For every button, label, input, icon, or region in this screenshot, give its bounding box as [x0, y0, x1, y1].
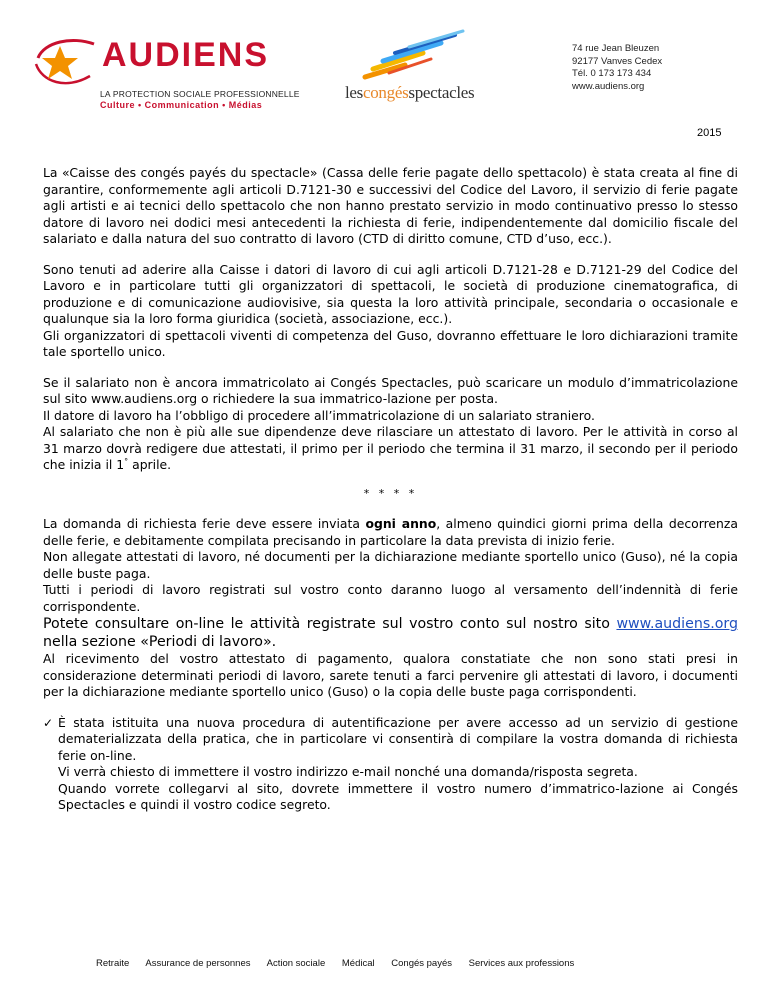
paragraph-authentication: È stata istituita una nuova procedura di autentificazione per avere accesso ad un servizio di gestione dematerializzata della pratica, che in particolare vi consentirà di compilare la vostra domanda di richiesta ferie on-line. [58, 714, 738, 763]
separator-stars: * * * * [363, 486, 418, 500]
footer-services [96, 958, 588, 969]
paragraph-request: La domanda di richiesta ferie deve essere inviata ogni anno, almeno quindici giorni prima della decorrenza delle ferie, e debitamente compilata precisando in particolare la data prevista di inizio ferie. [43, 516, 738, 548]
check-icon: ✓ [43, 715, 54, 730]
audiens-link[interactable]: www.audiens.org [616, 616, 738, 632]
address-city: 92177 Vanves Cedex [572, 55, 663, 67]
footer-item-conges: Congés payés [391, 958, 452, 969]
footer-item-services: Services aux professions [468, 958, 575, 969]
paragraph-no-attachments: Non allegate attestati di lavoro, né documenti per la dichiarazione mediante sportello unico (Guso), né la copia delle buste paga. [43, 549, 738, 581]
conges-spectacles-wordmark: lescongésspectacles [345, 83, 475, 102]
paragraph-foreign-employee: Il datore di lavoro ha l’obbligo di procedere all’immatricolazione di un salariato straniero. [43, 407, 595, 423]
paragraph-guso: Gli organizzatori di spettacoli viventi di competenza del Guso, dovranno effettuare le loro dichiarazioni tramite tale sportello unico. [43, 327, 738, 359]
paragraph-caisse: La «Caisse des congés payés du spectacle» (Cassa delle ferie pagate dello spettacolo) è stata creata al fine di garantire, conformemente agli articoli D.7121-30 e successivi del Codice del Lavoro, il servizio di ferie pagate agli artisti e ai tecnici dello spettacolo che non hanno prestato servizio in modo continuativo presso lo stesso datore di lavoro nei dodici mesi antecedenti la richiesta di ferie, indipendentemente dal domicilio fiscale del salariato e dalla natura del suo contratto di lavoro (CTD di diritto comune, CTD d’uso, ecc.). [43, 165, 738, 246]
audiens-sectors: Culture • Communication • Médias [100, 100, 263, 110]
audiens-tagline: LA PROTECTION SOCIALE PROFESSIONNELLE [100, 89, 300, 99]
document-year: 2015 [697, 127, 722, 139]
footer-item-retraite: Retraite [96, 958, 130, 969]
svg-text:AUDIENS: AUDIENS [102, 36, 270, 74]
address-phone: Tél. 0 173 173 434 [572, 68, 652, 79]
address-block [572, 43, 662, 93]
paragraph-adherence: Sono tenuti ad aderire alla Caisse i datori di lavoro di cui agli articoli D.7121-28 e D.7121-29 del Codice del Lavoro e in particolare tutti gli organizzatori di spettacoli, le società di produzione cinematografica, di produzione e di comunicazione audiovisive, sia questa la loro attività principale, secondaria o occasionale e qualunque sia la loro forma giuridica (società, associazione, ecc.). [43, 261, 738, 326]
paragraph-email: Vi verrà chiesto di immettere il vostro indirizzo e-mail nonché una domanda/risposta segreta. [58, 764, 638, 779]
paragraph-login: Quando vorrete collegarvi al sito, dovrete immettere il vostro numero d’immatrico-lazione ai Congés Spectacles e quindi il vostro codice segreto. [58, 780, 738, 812]
address-website: www.audiens.org [572, 80, 645, 92]
paragraph-online: Potete consultare on-line le attività registrate sul vostro conto sul nostro sito www.audiens.org nella sezione «Periodi di lavoro». [43, 616, 738, 650]
paragraph-payment-receipt: Al ricevimento del vostro attestato di pagamento, qualora constatiate che non sono stati presi in considerazione determinati periodi di lavoro, sarete tenuti a farci pervenire gli attestati di lavoro, i documenti per la dichiarazione mediante sportello unico (Guso) o la copia delle buste paga corrispondenti. [43, 651, 738, 699]
footer-item-action-sociale: Action sociale [266, 958, 326, 969]
paragraph-work-periods: Tutti i periodi di lavoro registrati sul vostro conto daranno luogo al versamento dell’indennità di ferie corrispondente. [43, 582, 738, 614]
document-body [43, 165, 738, 814]
paragraph-immatriculation: Se il salariato non è ancora immatricolato ai Congés Spectacles, può scaricare un modulo d’immatricolazione sul sito www.audiens.org o richiedere la sua immatrico-lazione per posta. [43, 374, 738, 406]
checklist-item [43, 715, 738, 814]
paragraph-attestation: Al salariato che non è più alle sue dipendenze deve rilasciare un attestato di lavoro. Per le attività in corso al 31 marzo dovrà redigere due attestati, il primo per il periodo che termina il 31 marzo, il secondo per il periodo che inizia il 1° aprile. [43, 424, 738, 472]
footer-item-assurance: Assurance de personnes [145, 958, 251, 969]
footer-item-medical: Médical [341, 958, 375, 969]
address-street: 74 rue Jean Bleuzen [572, 43, 660, 54]
